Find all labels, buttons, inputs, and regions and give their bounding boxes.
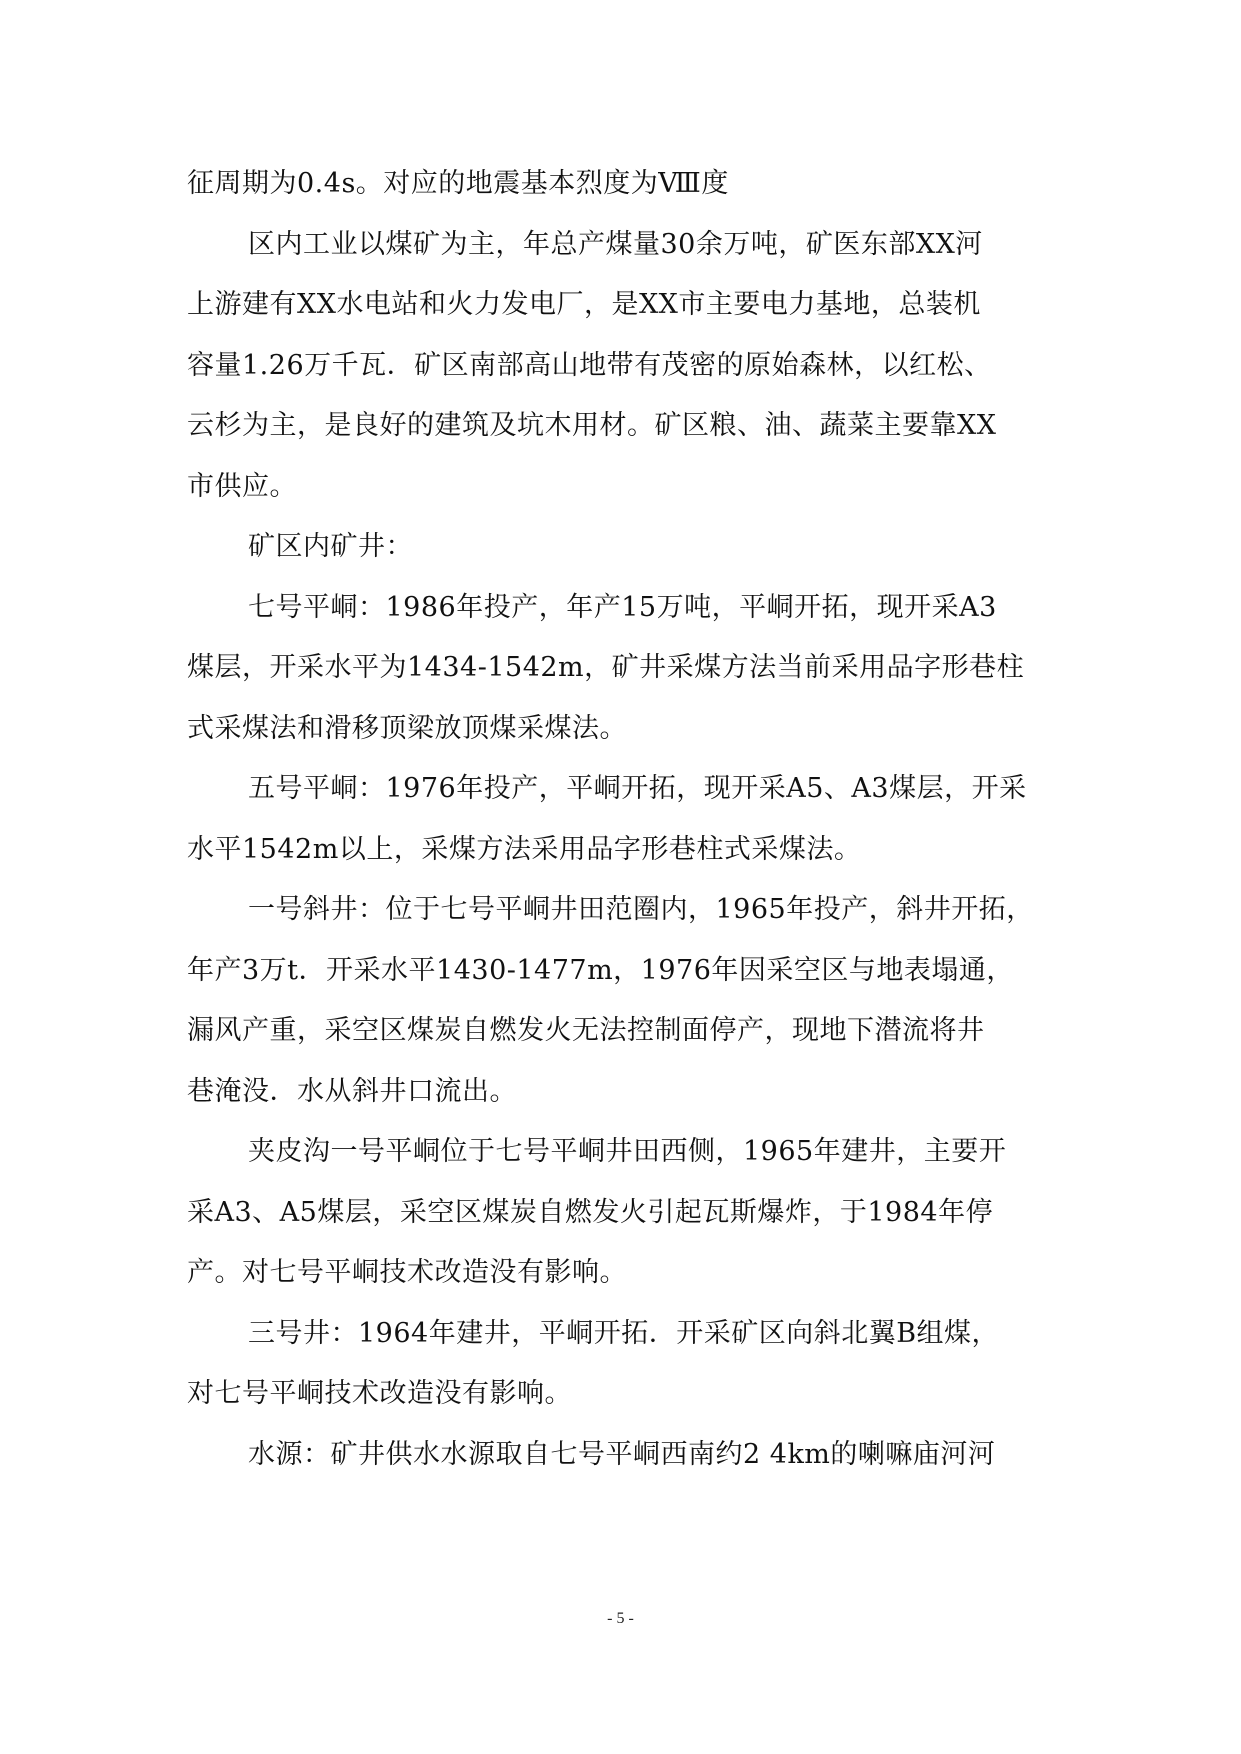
paragraph-start-line: 夹皮沟一号平峒位于七号平峒井田西侧，1965年建井，主要开 (248, 1136, 1007, 1167)
section-heading: 矿区内矿井： (248, 531, 413, 562)
text-line: 对七号平峒技术改造没有影响。 (187, 1378, 572, 1409)
page-number: - 5 - (607, 1610, 634, 1627)
text-line: 水平1542m以上，采煤方法采用品字形巷柱式采煤法。 (187, 833, 862, 865)
text-line: 采A3、A5煤层，采空区煤炭自燃发火引起瓦斯爆炸，于1984年停 (187, 1196, 994, 1228)
paragraph-start-line: 七号平峒：1986年投产，年产15万吨，平峒开拓，现开采A3 (248, 591, 997, 623)
text-line: 征周期为0.4s。对应的地震基本烈度为Ⅷ度 (187, 168, 729, 199)
text-line: 式采煤法和滑移顶梁放顶煤采煤法。 (187, 712, 627, 744)
body-text (187, 154, 1099, 1485)
paragraph-start-line: 三号井：1964年建井，平峒开拓．开采矿区向斜北翼B组煤， (248, 1317, 1000, 1349)
text-line: 上游建有XX水电站和火力发电厂，是XX市主要电力基地，总装机 (187, 289, 981, 320)
text-line: 漏风产重，采空区煤炭自燃发火无法控制面停产，现地下潜流将井 (187, 1015, 985, 1046)
text-line: 云杉为主，是良好的建筑及坑木用材。矿区粮、油、蔬菜主要靠XX (187, 410, 997, 441)
paragraph-start-line: 一号斜井：位于七号平峒井田范圈内，1965年投产，斜井开拓， (248, 894, 1034, 925)
text-line: 煤层，开采水平为1434-1542m，矿井采煤方法当前采用品字形巷柱 (187, 652, 1025, 683)
paragraph-start-line: 水源：矿井供水水源取自七号平峒西南约2 4km的喇嘛庙河河 (248, 1438, 996, 1470)
text-line: 产。对七号平峒技术改造没有影响。 (187, 1257, 627, 1288)
text-line: 巷淹没．水从斜井口流出。 (187, 1075, 517, 1107)
text-line: 容量1.26万千瓦．矿区南部高山地带有茂密的原始森林，以红松、 (187, 349, 992, 381)
text-line: 市供应。 (187, 470, 297, 502)
paragraph-start-line: 区内工业以煤矿为主，年总产煤量30余万吨，矿医东部XX河 (248, 228, 983, 260)
text-line: 年产3万t．开采水平1430-1477m，1976年因采空区与地表塌通， (187, 954, 1014, 986)
paragraph-start-line: 五号平峒：1976年投产，平峒开拓，现开采A5、A3煤层，开采 (248, 773, 1027, 804)
